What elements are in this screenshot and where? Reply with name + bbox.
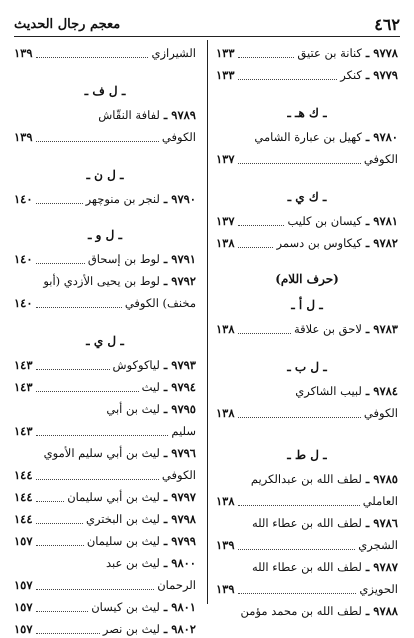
- dot-leader: [238, 505, 360, 506]
- page-ref: ١٤٤: [14, 490, 33, 504]
- page-ref: ١٥٧: [14, 578, 33, 592]
- page-ref: ١٣٩: [14, 46, 33, 60]
- index-entry: [216, 470, 398, 488]
- index-entry: [216, 66, 398, 84]
- page-ref: ١٣٩: [216, 538, 235, 552]
- running-title: معجم رجال الحديث: [14, 16, 121, 32]
- index-entry: [216, 234, 398, 252]
- entry-number: ٩٧٧٩ ـ: [365, 68, 398, 82]
- entry-continuation: [14, 466, 196, 484]
- dot-leader: [238, 225, 285, 226]
- page-ref: ١٤٠: [14, 252, 33, 266]
- entry-name: لفافة النقّاش: [98, 108, 160, 122]
- page-ref: ١٣٩: [216, 582, 235, 596]
- page-ref: ١٤٠: [14, 192, 33, 206]
- entry-continuation: [216, 404, 398, 422]
- section-heading: ـ ل ط ـ: [287, 448, 327, 462]
- entry-continuation: [216, 536, 398, 554]
- entry-name: ليث بن سليمان: [86, 534, 160, 548]
- entry-continuation: [216, 580, 398, 598]
- page-ref: ١٣٨: [216, 322, 235, 336]
- entry-number: ٩٧٧٨ ـ: [365, 46, 398, 60]
- entry-number: ٩٧٩٦ ـ: [163, 446, 196, 460]
- page-ref: ١٣٨: [216, 494, 235, 508]
- dot-leader: [238, 57, 295, 58]
- entry-number: ٩٧٨٥ ـ: [365, 472, 398, 486]
- entry-name: لياكوكوش: [112, 358, 160, 372]
- page-ref: ١٣٣: [216, 46, 235, 60]
- entry-name: كيكاوس بن دسمر: [276, 236, 362, 250]
- dot-leader: [36, 391, 139, 392]
- page-ref: ١٣٧: [216, 214, 235, 228]
- entry-name: لاحق بن علاقة: [293, 322, 362, 336]
- entry-name: العاملي: [362, 494, 398, 508]
- entry-name: ليث بن عبد: [106, 556, 160, 570]
- entry-name: لنجر بن منوچهر: [85, 192, 160, 206]
- section-heading: ـ ك ي ـ: [287, 190, 327, 204]
- dot-leader: [238, 247, 274, 248]
- entry-continuation: [216, 492, 398, 510]
- dot-leader: [36, 501, 65, 502]
- entry-name: لبيب الشاكري: [295, 384, 362, 398]
- index-entry: [14, 488, 196, 506]
- index-entry: [14, 554, 196, 572]
- entry-name: لوط بن يحيى الأزدي (أبو: [43, 274, 160, 288]
- entry-number: ٩٧٩٢ ـ: [163, 274, 196, 288]
- dot-leader: [36, 307, 122, 308]
- entry-continuation: [14, 422, 196, 440]
- dot-leader: [238, 79, 338, 80]
- dot-leader: [36, 611, 89, 612]
- entry-name: لطف الله بن عطاء الله: [251, 516, 362, 530]
- entry-name: كنكر: [340, 68, 362, 82]
- index-entry: [216, 382, 398, 400]
- entry-name: ليث بن البختري: [85, 512, 160, 526]
- column-divider: [207, 40, 208, 604]
- index-entry: [14, 532, 196, 550]
- dot-leader: [238, 417, 361, 418]
- entry-number: ٩٧٨٧ ـ: [365, 560, 398, 574]
- entry-name: ليث بن أبي سليم الأموي: [43, 446, 160, 460]
- entry-name: الشيرازي: [151, 46, 196, 60]
- page-header: [14, 12, 400, 37]
- entry-name: ليث بن أبي: [106, 402, 160, 416]
- entry-name: لطف الله بن عطاء الله: [251, 560, 362, 574]
- page-ref: ١٤٤: [14, 468, 33, 482]
- page-ref: ١٣٣: [216, 68, 235, 82]
- index-entry: [216, 514, 398, 532]
- entry-continuation: [14, 128, 196, 146]
- dot-leader: [36, 57, 149, 58]
- dot-leader: [36, 203, 83, 204]
- right-column: [216, 40, 398, 618]
- dot-leader: [36, 369, 110, 370]
- entry-name: مخنف) الكوفي: [124, 296, 196, 310]
- index-entry: [14, 272, 196, 290]
- entry-name: كهيل بن عبارة الشامي: [254, 130, 362, 144]
- entry-number: ٩٧٨٤ ـ: [365, 384, 398, 398]
- dot-leader: [238, 333, 291, 334]
- entry-name: الكوفي: [161, 468, 196, 482]
- entry-number: ٩٧٩١ ـ: [163, 252, 196, 266]
- page-ref: ١٣٨: [216, 406, 235, 420]
- index-entry: [14, 400, 196, 418]
- entry-name: لطف الله بن عبدالكريم: [250, 472, 362, 486]
- entry-name: سليم: [171, 424, 196, 438]
- page-ref: ١٤٤: [14, 512, 33, 526]
- section-heading: (حرف اللام): [275, 272, 339, 286]
- index-entry: [216, 602, 398, 620]
- index-entry: [14, 510, 196, 528]
- entry-name: الرحمان: [157, 578, 196, 592]
- index-entry: [216, 44, 398, 62]
- page-ref: ١٥٧: [14, 622, 33, 636]
- page-ref: ١٤٣: [14, 424, 33, 438]
- index-entry: [216, 212, 398, 230]
- section-heading: ـ ل ف ـ: [84, 84, 126, 98]
- entry-number: ٩٧٩٣ ـ: [163, 358, 196, 372]
- index-entry: [14, 190, 196, 208]
- entry-number: ٩٧٩٤ ـ: [163, 380, 196, 394]
- section-heading: ـ ل ب ـ: [287, 360, 327, 374]
- entry-continuation: [216, 150, 398, 168]
- index-entry: [14, 106, 196, 124]
- index-entry: [216, 320, 398, 338]
- entry-name: ليث بن نصر: [102, 622, 160, 636]
- entry-name: لوط بن إسحاق: [87, 252, 160, 266]
- dot-leader: [238, 163, 361, 164]
- entry-name: ليث: [141, 380, 160, 394]
- entry-continuation: [14, 294, 196, 312]
- entry-number: ٩٨٠٠ ـ: [163, 556, 196, 570]
- entry-name: الكوفي: [363, 152, 398, 166]
- page-ref: ١٥٧: [14, 534, 33, 548]
- entry-number: ٩٧٩٨ ـ: [163, 512, 196, 526]
- page-number: ٤٦٢: [374, 14, 400, 34]
- index-entry: [14, 620, 196, 638]
- dot-leader: [36, 141, 159, 142]
- index-entry: [14, 356, 196, 374]
- entry-number: ٩٧٨٦ ـ: [365, 516, 398, 530]
- entry-name: الكوفي: [363, 406, 398, 420]
- entry-name: ليث بن أبي سليمان: [67, 490, 160, 504]
- entry-name: ليث بن كيسان: [91, 600, 160, 614]
- page-ref: ١٥٧: [14, 600, 33, 614]
- index-entry: [14, 444, 196, 462]
- page-ref: ١٣٨: [216, 236, 235, 250]
- entry-number: ٩٧٨٩ ـ: [163, 108, 196, 122]
- page-ref: ١٤٠: [14, 296, 33, 310]
- page-ref: ١٤٣: [14, 358, 33, 372]
- entry-name: الشجري: [358, 538, 398, 552]
- section-heading: ـ ك هـ ـ: [287, 106, 327, 120]
- entry-name: الحويزي: [359, 582, 398, 596]
- dot-leader: [36, 589, 155, 590]
- left-column: [14, 40, 196, 636]
- entry-number: ٩٧٨٠ ـ: [365, 130, 398, 144]
- dot-leader: [36, 545, 84, 546]
- page-ref: ١٤٣: [14, 380, 33, 394]
- dot-leader: [36, 479, 159, 480]
- entry-number: ٩٧٩٠ ـ: [163, 192, 196, 206]
- dot-leader: [238, 593, 357, 594]
- entry-number: ٩٧٨٨ ـ: [365, 604, 398, 618]
- entry-name: الكوفي: [161, 130, 196, 144]
- entry-number: ٩٧٨٢ ـ: [365, 236, 398, 250]
- section-heading: ـ ل أ ـ: [291, 298, 323, 312]
- entry-name: كنانة بن عتيق: [297, 46, 362, 60]
- entry-number: ٩٧٩٥ ـ: [163, 402, 196, 416]
- dot-leader: [36, 263, 85, 264]
- section-heading: ـ ل ي ـ: [86, 334, 124, 348]
- entry-name: كيسان بن كليب: [287, 214, 362, 228]
- entry-continuation: [14, 44, 196, 62]
- dot-leader: [36, 523, 83, 524]
- index-entry: [14, 598, 196, 616]
- entry-continuation: [14, 576, 196, 594]
- index-entry: [14, 378, 196, 396]
- entry-number: ٩٧٨١ ـ: [365, 214, 398, 228]
- dot-leader: [238, 549, 356, 550]
- index-entry: [216, 558, 398, 576]
- entry-number: ٩٧٨٣ ـ: [365, 322, 398, 336]
- entry-name: لطف الله بن محمد مؤمن: [240, 604, 362, 618]
- dot-leader: [36, 633, 100, 634]
- section-heading: ـ ل ن ـ: [86, 168, 124, 182]
- entry-number: ٩٧٩٧ ـ: [163, 490, 196, 504]
- entry-number: ٩٧٩٩ ـ: [163, 534, 196, 548]
- entry-number: ٩٨٠١ ـ: [163, 600, 196, 614]
- page-ref: ١٣٧: [216, 152, 235, 166]
- entry-number: ٩٨٠٢ ـ: [163, 622, 196, 636]
- dot-leader: [36, 435, 169, 436]
- index-entry: [216, 128, 398, 146]
- index-entry: [14, 250, 196, 268]
- page-ref: ١٣٩: [14, 130, 33, 144]
- section-heading: ـ ل و ـ: [87, 228, 123, 242]
